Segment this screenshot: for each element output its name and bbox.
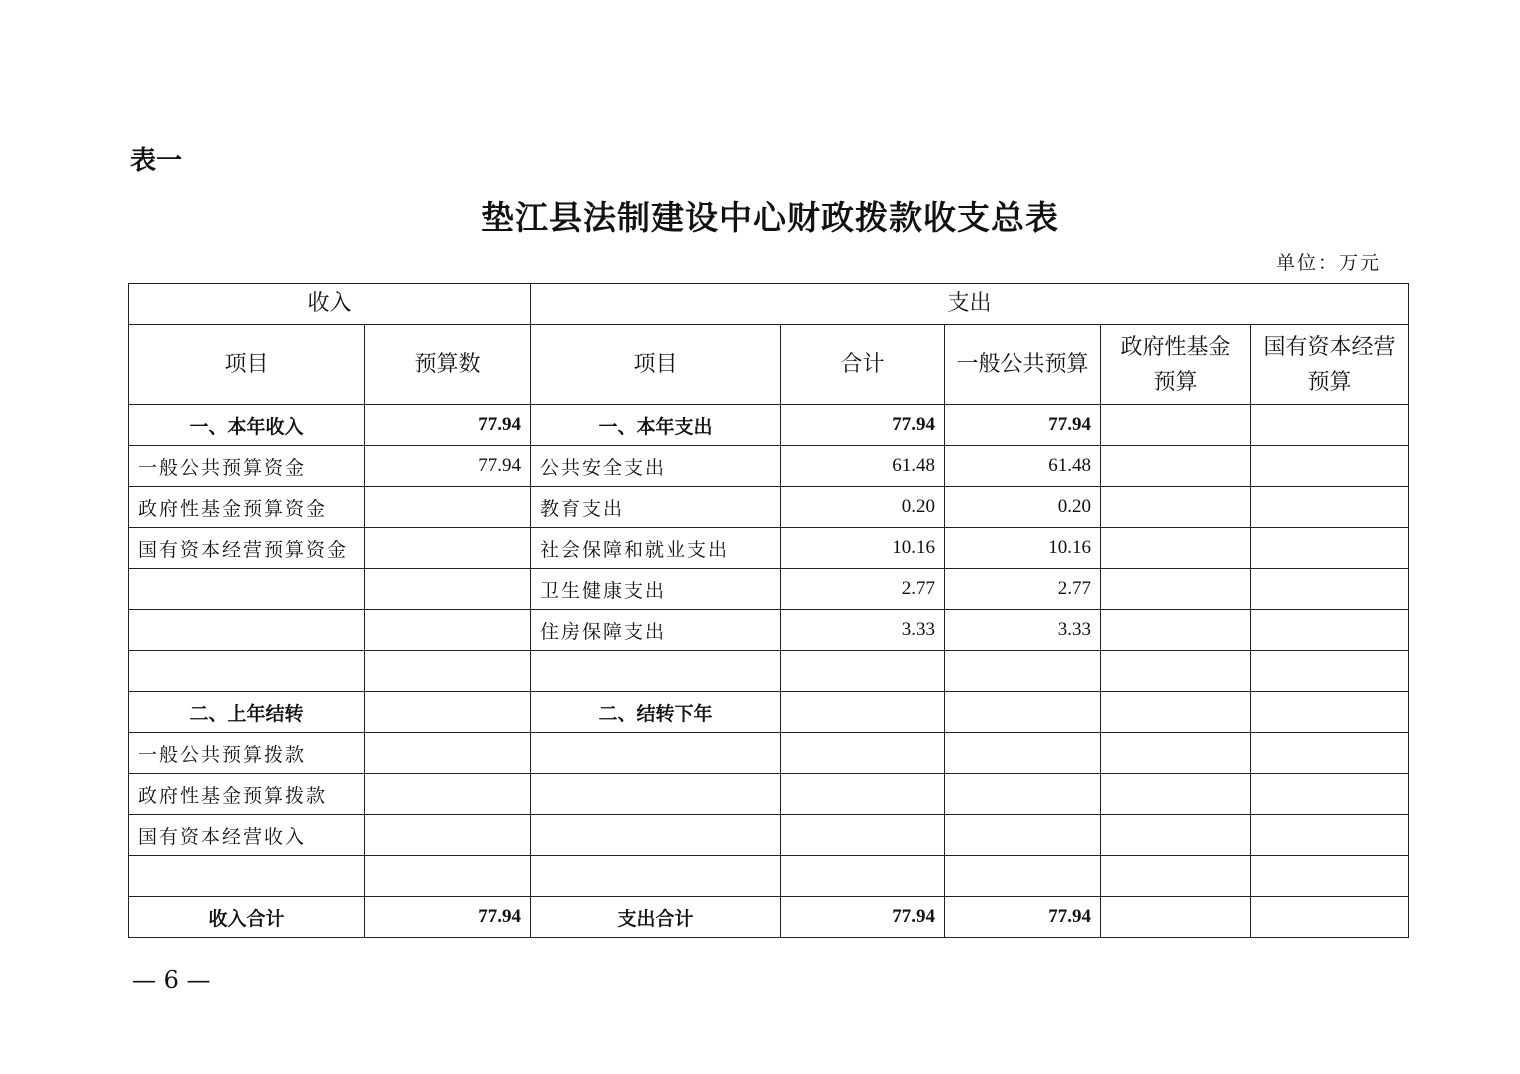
table-cell bbox=[1101, 692, 1251, 733]
table-cell bbox=[945, 856, 1101, 897]
table-cell: 公共安全支出 bbox=[531, 446, 781, 487]
page-number: — 6 — bbox=[132, 966, 211, 994]
table-cell: 社会保障和就业支出 bbox=[531, 528, 781, 569]
table-cell bbox=[1251, 528, 1409, 569]
table-cell bbox=[1251, 774, 1409, 815]
table-cell: 一、本年支出 bbox=[531, 405, 781, 446]
table-cell bbox=[365, 856, 531, 897]
table-cell bbox=[531, 774, 781, 815]
table-cell: 0.20 bbox=[781, 487, 945, 528]
table-cell: 77.94 bbox=[365, 897, 531, 938]
table-cell bbox=[531, 733, 781, 774]
column-header: 国有资本经营预算 bbox=[1251, 325, 1409, 405]
table-cell: 教育支出 bbox=[531, 487, 781, 528]
unit-note: 单位：万元 bbox=[1276, 252, 1382, 274]
table-cell bbox=[1251, 487, 1409, 528]
table-cell: 二、上年结转 bbox=[129, 692, 365, 733]
table-cell: 0.20 bbox=[945, 487, 1101, 528]
table-row bbox=[129, 733, 1409, 774]
column-header: 预算数 bbox=[365, 325, 531, 405]
table-cell: 77.94 bbox=[781, 897, 945, 938]
table-cell bbox=[781, 815, 945, 856]
table-row bbox=[129, 897, 1409, 938]
table-cell bbox=[1101, 487, 1251, 528]
table-row bbox=[129, 774, 1409, 815]
column-header: 项目 bbox=[531, 325, 781, 405]
table-label: 表一 bbox=[130, 146, 183, 176]
table-cell bbox=[1251, 897, 1409, 938]
table-cell: 77.94 bbox=[945, 897, 1101, 938]
table-row bbox=[129, 405, 1409, 446]
table-row bbox=[129, 692, 1409, 733]
column-header: 项目 bbox=[129, 325, 365, 405]
table-cell bbox=[945, 815, 1101, 856]
column-header: 政府性基金预算 bbox=[1101, 325, 1251, 405]
table-cell bbox=[1101, 815, 1251, 856]
table-cell bbox=[365, 815, 531, 856]
table-cell bbox=[945, 651, 1101, 692]
table-cell bbox=[1251, 569, 1409, 610]
table-cell bbox=[129, 856, 365, 897]
table-cell: 10.16 bbox=[945, 528, 1101, 569]
table-cell: 一、本年收入 bbox=[129, 405, 365, 446]
table-cell: 一般公共预算资金 bbox=[129, 446, 365, 487]
table-cell bbox=[1251, 733, 1409, 774]
table-row bbox=[129, 528, 1409, 569]
table-cell bbox=[781, 733, 945, 774]
table-cell bbox=[365, 569, 531, 610]
table-cell bbox=[365, 651, 531, 692]
table-cell bbox=[945, 692, 1101, 733]
table-cell: 77.94 bbox=[365, 405, 531, 446]
table-cell bbox=[531, 815, 781, 856]
table-cell bbox=[1101, 733, 1251, 774]
table-cell bbox=[129, 610, 365, 651]
table-cell bbox=[781, 774, 945, 815]
table-row bbox=[129, 569, 1409, 610]
table-cell bbox=[1251, 610, 1409, 651]
table-cell bbox=[531, 856, 781, 897]
table-cell bbox=[781, 692, 945, 733]
table-row bbox=[129, 815, 1409, 856]
table-cell bbox=[1101, 774, 1251, 815]
table-cell: 政府性基金预算拨款 bbox=[129, 774, 365, 815]
table-cell: 77.94 bbox=[365, 446, 531, 487]
table-cell: 收入合计 bbox=[129, 897, 365, 938]
table-cell bbox=[1101, 528, 1251, 569]
table-cell bbox=[1251, 651, 1409, 692]
table-cell bbox=[1101, 405, 1251, 446]
table-cell bbox=[1251, 446, 1409, 487]
table-cell bbox=[365, 528, 531, 569]
column-header: 合计 bbox=[781, 325, 945, 405]
expenditure-group-header: 支出 bbox=[531, 284, 1409, 325]
table-row bbox=[129, 446, 1409, 487]
table-cell: 国有资本经营预算资金 bbox=[129, 528, 365, 569]
table-cell bbox=[365, 774, 531, 815]
table-cell bbox=[1251, 405, 1409, 446]
column-header-row bbox=[129, 325, 1409, 405]
document-title: 垫江县法制建设中心财政拨款收支总表 bbox=[481, 198, 1059, 237]
table-cell bbox=[1251, 692, 1409, 733]
table-cell: 卫生健康支出 bbox=[531, 569, 781, 610]
table-cell bbox=[129, 651, 365, 692]
table-row bbox=[129, 487, 1409, 528]
table-cell: 77.94 bbox=[945, 405, 1101, 446]
table-cell bbox=[1251, 815, 1409, 856]
table-cell: 2.77 bbox=[945, 569, 1101, 610]
table-cell: 3.33 bbox=[781, 610, 945, 651]
table-body bbox=[129, 405, 1409, 938]
table-row bbox=[129, 651, 1409, 692]
income-group-header: 收入 bbox=[129, 284, 531, 325]
table-cell bbox=[1101, 651, 1251, 692]
table-cell bbox=[1101, 610, 1251, 651]
group-header-row bbox=[129, 284, 1409, 325]
table-cell bbox=[1251, 856, 1409, 897]
table-cell bbox=[531, 651, 781, 692]
table-cell bbox=[945, 733, 1101, 774]
table-cell: 2.77 bbox=[781, 569, 945, 610]
table-row bbox=[129, 856, 1409, 897]
table-cell: 3.33 bbox=[945, 610, 1101, 651]
table-cell bbox=[781, 651, 945, 692]
table-cell bbox=[365, 610, 531, 651]
table-cell bbox=[1101, 856, 1251, 897]
table-cell bbox=[365, 487, 531, 528]
table-cell: 支出合计 bbox=[531, 897, 781, 938]
table-cell bbox=[781, 856, 945, 897]
table-cell: 一般公共预算拨款 bbox=[129, 733, 365, 774]
table-cell bbox=[1101, 897, 1251, 938]
table-cell: 61.48 bbox=[945, 446, 1101, 487]
table-cell bbox=[1101, 569, 1251, 610]
budget-summary-table bbox=[128, 283, 1409, 938]
table-cell: 国有资本经营收入 bbox=[129, 815, 365, 856]
table-cell bbox=[365, 692, 531, 733]
table-cell bbox=[945, 774, 1101, 815]
table-cell: 77.94 bbox=[781, 405, 945, 446]
table-cell bbox=[1101, 446, 1251, 487]
table-cell: 住房保障支出 bbox=[531, 610, 781, 651]
table-row bbox=[129, 610, 1409, 651]
table-cell: 10.16 bbox=[781, 528, 945, 569]
table-cell: 二、结转下年 bbox=[531, 692, 781, 733]
table-cell: 政府性基金预算资金 bbox=[129, 487, 365, 528]
column-header: 一般公共预算 bbox=[945, 325, 1101, 405]
table-cell bbox=[365, 733, 531, 774]
table-cell bbox=[129, 569, 365, 610]
table-cell: 61.48 bbox=[781, 446, 945, 487]
